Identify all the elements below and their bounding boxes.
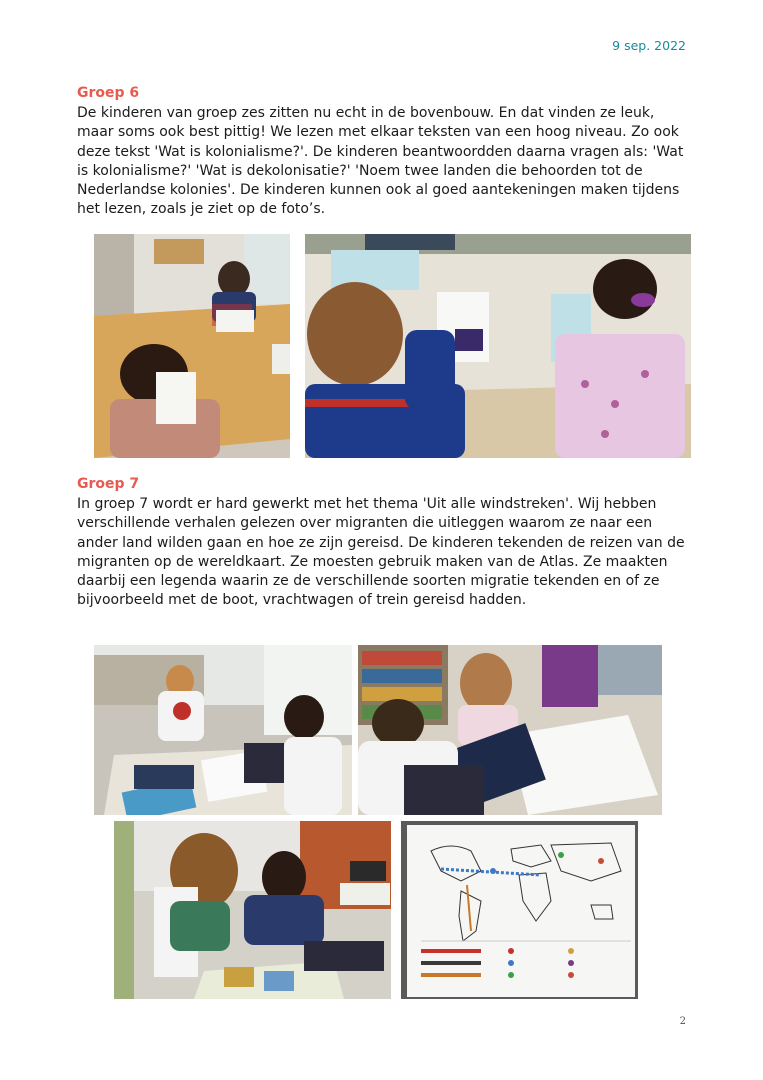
page-number: 2 bbox=[679, 1016, 686, 1027]
photo-groep6-children-writing bbox=[94, 234, 290, 458]
photo-groep6-reading-text bbox=[305, 234, 691, 458]
photo-groep7-atlas-reading bbox=[114, 821, 391, 999]
photo-groep7-classroom-drawing bbox=[94, 645, 352, 815]
date-label: 9 sep. 2022 bbox=[612, 38, 686, 53]
photo-groep7-world-map-legend bbox=[401, 821, 638, 999]
section-title-groep-7: Groep 7 bbox=[77, 476, 140, 492]
section-paragraph-groep-6: De kinderen van groep zes zitten nu echt in de bovenbouw. En dat vinden ze leuk, maar soms ook best pittig! We lezen met elkaar teksten van een hoog niveau. Zo ook deze tekst 'Wat is kolonialisme?'. De kinderen beantwoordden daarna vragen als: 'Wat is kolonialisme?' 'Wat is dekolonisatie?' 'Noem twee landen die behoorden tot de Nederlandse kolonies'. De kinderen kunnen ook al goed aantekeningen maken tijdens het lezen, zoals je ziet op de foto’s. bbox=[77, 105, 684, 218]
section-paragraph-groep-7: In groep 7 wordt er hard gewerkt met het thema 'Uit alle windstreken'. Wij hebben verschillende verhalen gelezen over migranten die uitleggen waarom ze naar een ander land wilden gaan en hoe ze zijn gereisd. De kinderen tekenden de reizen van de migranten op de wereldkaart. Ze moesten gebruik maken van de Atlas. Ze maakten daarbij een legenda waarin ze de verschillende soorten migratie tekenden en of ze bijvoorbeeld met de boot, vrachtwagen of trein gereisd hadden. bbox=[77, 496, 685, 609]
photo-groep7-world-map-drawing bbox=[358, 645, 662, 815]
section-title-groep-6: Groep 6 bbox=[77, 85, 140, 101]
